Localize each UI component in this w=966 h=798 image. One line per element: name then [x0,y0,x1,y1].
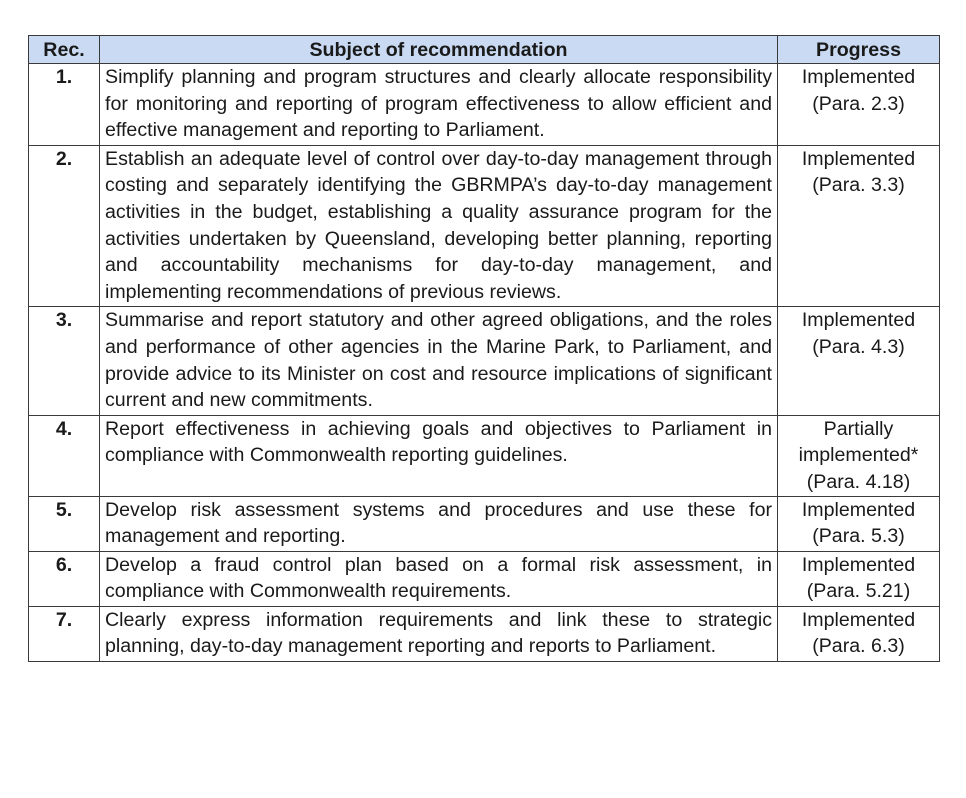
recommendation-subject: Summarise and report statutory and other agreed obligations, and the roles and performance of other agencies in the Marine Park, to Parliament, and provide advice to its Minister on cost and resource implications of significant current and new commitments. [100,307,778,415]
table-row [29,496,940,551]
rec-number: 4. [29,415,100,496]
progress-status-line: Partially [823,417,894,440]
table-row [29,145,940,307]
progress-status [778,551,940,606]
progress-paragraph-ref: (Para. 5.3) [812,525,905,548]
progress-paragraph-ref: (Para. 6.3) [812,635,905,658]
rec-number: 7. [29,606,100,661]
progress-status-line: Implemented [801,66,916,88]
progress-status [778,307,940,415]
progress-status [778,145,940,307]
recommendation-subject: Report effectiveness in achieving goals and objectives to Parliament in compliance with Commonwealth reporting guidelines. [100,415,778,496]
progress-paragraph-ref: (Para. 2.3) [812,92,905,115]
progress-status-line: Implemented [801,147,916,170]
table-row [29,551,940,606]
rec-number: 2. [29,145,100,307]
progress-status-line: Implemented [801,498,916,521]
table-row [29,606,940,661]
rec-number: 6. [29,551,100,606]
progress-paragraph-ref: (Para. 4.3) [812,335,905,358]
progress-status-line: Implemented [801,309,916,332]
header-subject: Subject of recommendation [100,36,778,64]
table-row [29,64,940,146]
recommendation-subject: Develop risk assessment systems and procedures and use these for management and reporting. [100,496,778,551]
recommendation-subject: Simplify planning and program structures and clearly allocate responsibility for monitoring and reporting of program effectiveness to allow efficient and effective management and reporting to Parliament. [100,64,778,146]
progress-status-line-2: implemented* [798,444,919,467]
progress-status [778,496,940,551]
table-row [29,307,940,415]
progress-status [778,64,940,146]
recommendations-table [28,35,940,662]
table-header [29,36,940,64]
progress-status [778,415,940,496]
rec-number: 5. [29,496,100,551]
table-row [29,415,940,496]
rec-number: 1. [29,64,100,146]
recommendation-subject: Develop a fraud control plan based on a formal risk assessment, in compliance with Commonwealth requirements. [100,551,778,606]
recommendation-subject: Clearly express information requirements and link these to strategic planning, day-to-day management reporting and reports to Parliament. [100,606,778,661]
rec-number: 3. [29,307,100,415]
header-progress: Progress [778,36,940,64]
progress-status [778,606,940,661]
progress-paragraph-ref: (Para. 3.3) [812,174,905,197]
recommendation-subject: Establish an adequate level of control over day-to-day management through costing and separately identifying the GBRMPA’s day-to-day management activities in the budget, establishing a quality assurance program for the activities undertaken by Queensland, developing better planning, reporting and accountability mechanisms for day-to-day management, and implementing recommendations of previous reviews. [100,145,778,307]
table-body [29,64,940,662]
header-rec: Rec. [29,36,100,64]
progress-status-line: Implemented [801,553,916,576]
header-row [29,36,940,64]
progress-paragraph-ref: (Para. 5.21) [806,580,911,603]
progress-status-line: Implemented [801,608,916,631]
progress-paragraph-ref: (Para. 4.18) [806,470,911,493]
